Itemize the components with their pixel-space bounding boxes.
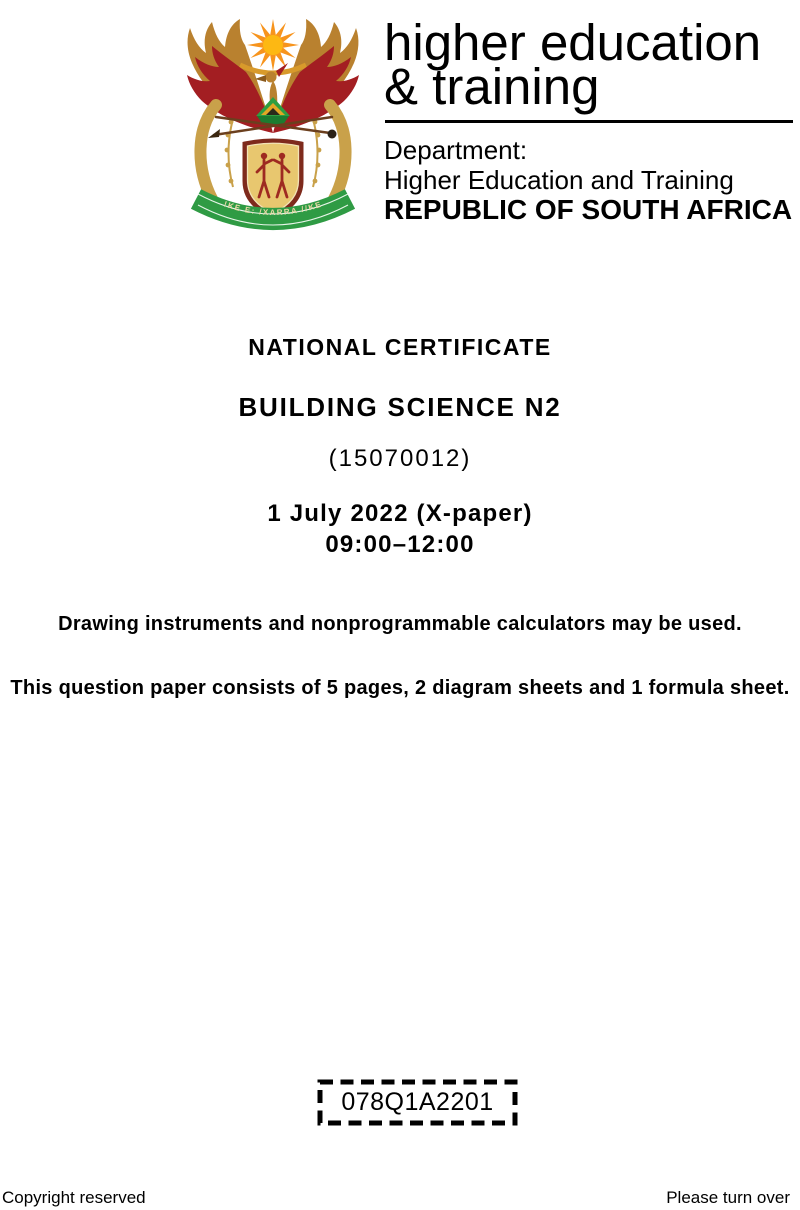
- emblem-motto-text: !KE E: /XARRA //KE: [222, 199, 324, 218]
- wordmark-line2: & training: [384, 58, 600, 115]
- subject-title: BUILDING SCIENCE N2: [238, 392, 562, 422]
- instruction-paper-contents: This question paper consists of 5 pages, 2 diagram sheets and 1 formula sheet.: [10, 677, 790, 699]
- exam-datetime: [0, 498, 800, 560]
- logo-wordmark: [384, 14, 794, 115]
- logo-divider-line: [385, 120, 793, 123]
- exam-time-line: 09:00–12:00: [325, 531, 475, 558]
- department-block: [384, 135, 796, 225]
- exam-code-box: [317, 1079, 518, 1126]
- certificate-title: NATIONAL CERTIFICATE: [248, 334, 552, 360]
- wordmark-line1: higher education: [384, 14, 762, 71]
- department-label: Department:: [384, 135, 528, 165]
- footer-copyright: Copyright reserved: [2, 1188, 146, 1207]
- footer-turn-over: Please turn over: [666, 1188, 790, 1207]
- exam-date-line: 1 July 2022 (X-paper): [267, 500, 533, 527]
- south-africa-coat-of-arms-icon: [176, 13, 376, 239]
- sun-core: [263, 35, 283, 55]
- subject-code: (15070012): [328, 445, 472, 472]
- exam-code-text: 078Q1A2201: [341, 1088, 494, 1116]
- country-name: REPUBLIC OF SOUTH AFRICA: [384, 194, 793, 225]
- department-name: Higher Education and Training: [384, 165, 734, 195]
- shield: [245, 141, 301, 216]
- instruction-calculators: Drawing instruments and nonprogrammable calculators may be used.: [58, 613, 742, 635]
